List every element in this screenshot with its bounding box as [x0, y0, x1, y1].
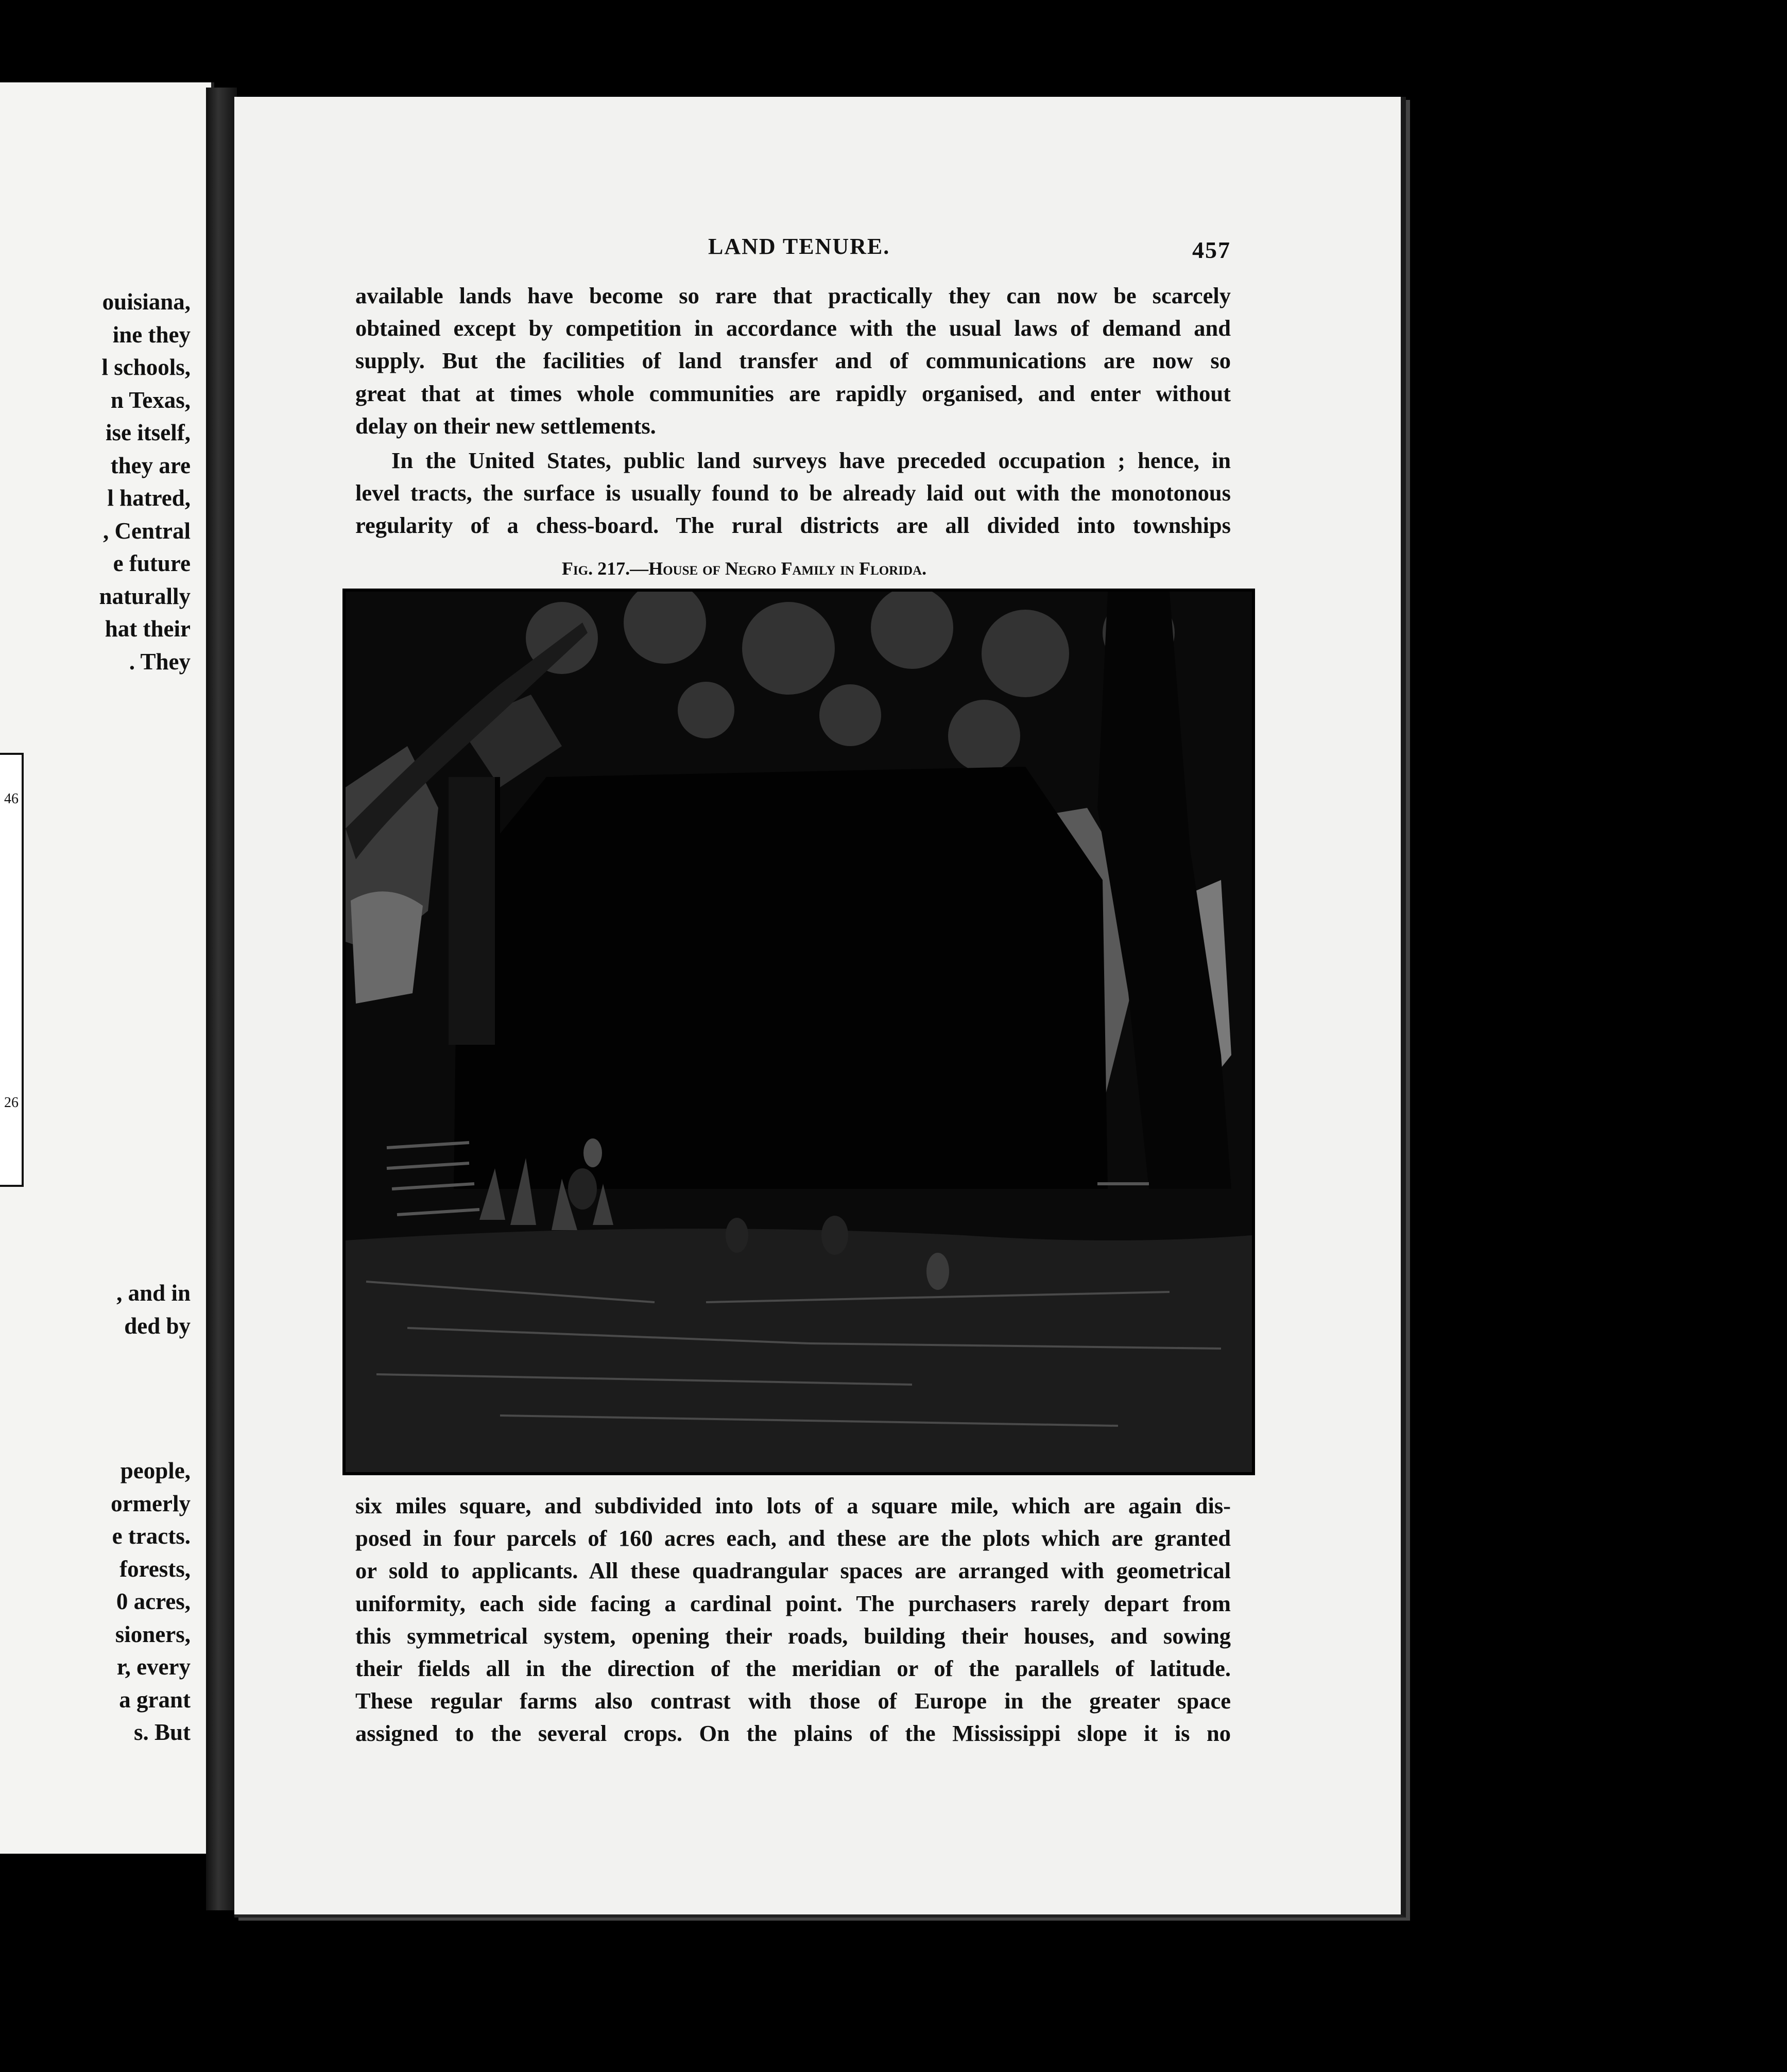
text-line: hat their	[105, 616, 191, 642]
text-line: 0 acres,	[116, 1588, 191, 1614]
map-fragment	[0, 753, 24, 1187]
engraving-house-illustration	[342, 589, 1255, 1475]
text-line: . They	[129, 648, 191, 675]
page-number: 457	[1192, 237, 1231, 263]
text-line: a grant	[119, 1686, 191, 1713]
text-line: naturally	[99, 583, 191, 609]
previous-page-text-top	[99, 286, 191, 678]
text-line: ise itself,	[106, 420, 191, 445]
text-line: , and in	[116, 1280, 191, 1306]
text-line: ormerly	[111, 1490, 191, 1516]
text-line: sioners,	[115, 1621, 191, 1647]
text-line: level tracts, the surface is usually found to be already laid out with the monotonous	[355, 480, 1231, 506]
running-title: LAND TENURE.	[708, 234, 890, 259]
text-line: ine they	[112, 321, 191, 348]
text-line: l schools,	[101, 354, 191, 380]
text-line: available lands have become so rare that practically they can now be scarcely	[355, 283, 1231, 308]
map-latitude-label: 26	[4, 1095, 19, 1111]
text-line: their fields all in the direction of the meridian or of the parallels of latitude.	[355, 1655, 1231, 1682]
text-line: These regular farms also contrast with those of Europe in the greater space	[355, 1688, 1231, 1714]
text-line: they are	[110, 452, 191, 478]
text-line: n Texas,	[110, 387, 191, 413]
text-line: e tracts.	[112, 1523, 191, 1549]
text-line: regularity of a chess-board. The rural districts are all divided into townships	[355, 512, 1231, 539]
book-page	[234, 97, 1406, 1918]
text-line: supply. But the facilities of land transfer and of communications are now so	[355, 348, 1231, 374]
text-line: ded by	[124, 1313, 191, 1339]
text-line: , Central	[103, 517, 191, 544]
paragraph-3	[355, 1490, 1231, 1750]
paragraph-1	[355, 280, 1231, 442]
map-latitude-label: 46	[4, 791, 19, 807]
text-line: six miles square, and subdivided into lots of a square mile, which are again dis-	[355, 1493, 1231, 1518]
text-line: delay on their new settlements.	[355, 412, 656, 439]
previous-page-text-bottom	[111, 1455, 191, 1749]
text-line: assigned to the several crops. On the plains of the Mississippi slope it is no	[355, 1720, 1231, 1747]
previous-page-fragment	[0, 82, 214, 1854]
text-line: this symmetrical system, opening their roads, building their houses, and sowing	[355, 1622, 1231, 1649]
previous-page-text-middle	[116, 1277, 191, 1342]
text-line: e future	[113, 550, 191, 576]
text-line: or sold to applicants. All these quadrangular spaces are arranged with geometrical	[355, 1558, 1231, 1584]
text-line: people,	[120, 1458, 191, 1483]
figure-caption: Fig. 217.—House of Negro Family in Florida.	[561, 558, 927, 579]
text-line: r, every	[116, 1654, 191, 1680]
text-line: uniformity, each side facing a cardinal point. The purchasers rarely depart from	[355, 1590, 1231, 1616]
paragraph-2	[355, 444, 1231, 542]
book-gutter	[206, 88, 237, 1910]
text-line: In the United States, public land surveys have preceded occupation ; hence, in	[391, 447, 1231, 473]
text-line: s. But	[133, 1719, 191, 1745]
text-line: great that at times whole communities are rapidly organised, and enter without	[355, 380, 1231, 406]
text-line: ouisiana,	[102, 289, 191, 315]
text-line: posed in four parcels of 160 acres each, and these are the plots which are granted	[355, 1525, 1231, 1551]
text-line: forests,	[119, 1556, 191, 1582]
text-line: l hatred,	[107, 485, 191, 511]
text-line: obtained except by competition in accordance with the usual laws of demand and	[355, 315, 1231, 341]
